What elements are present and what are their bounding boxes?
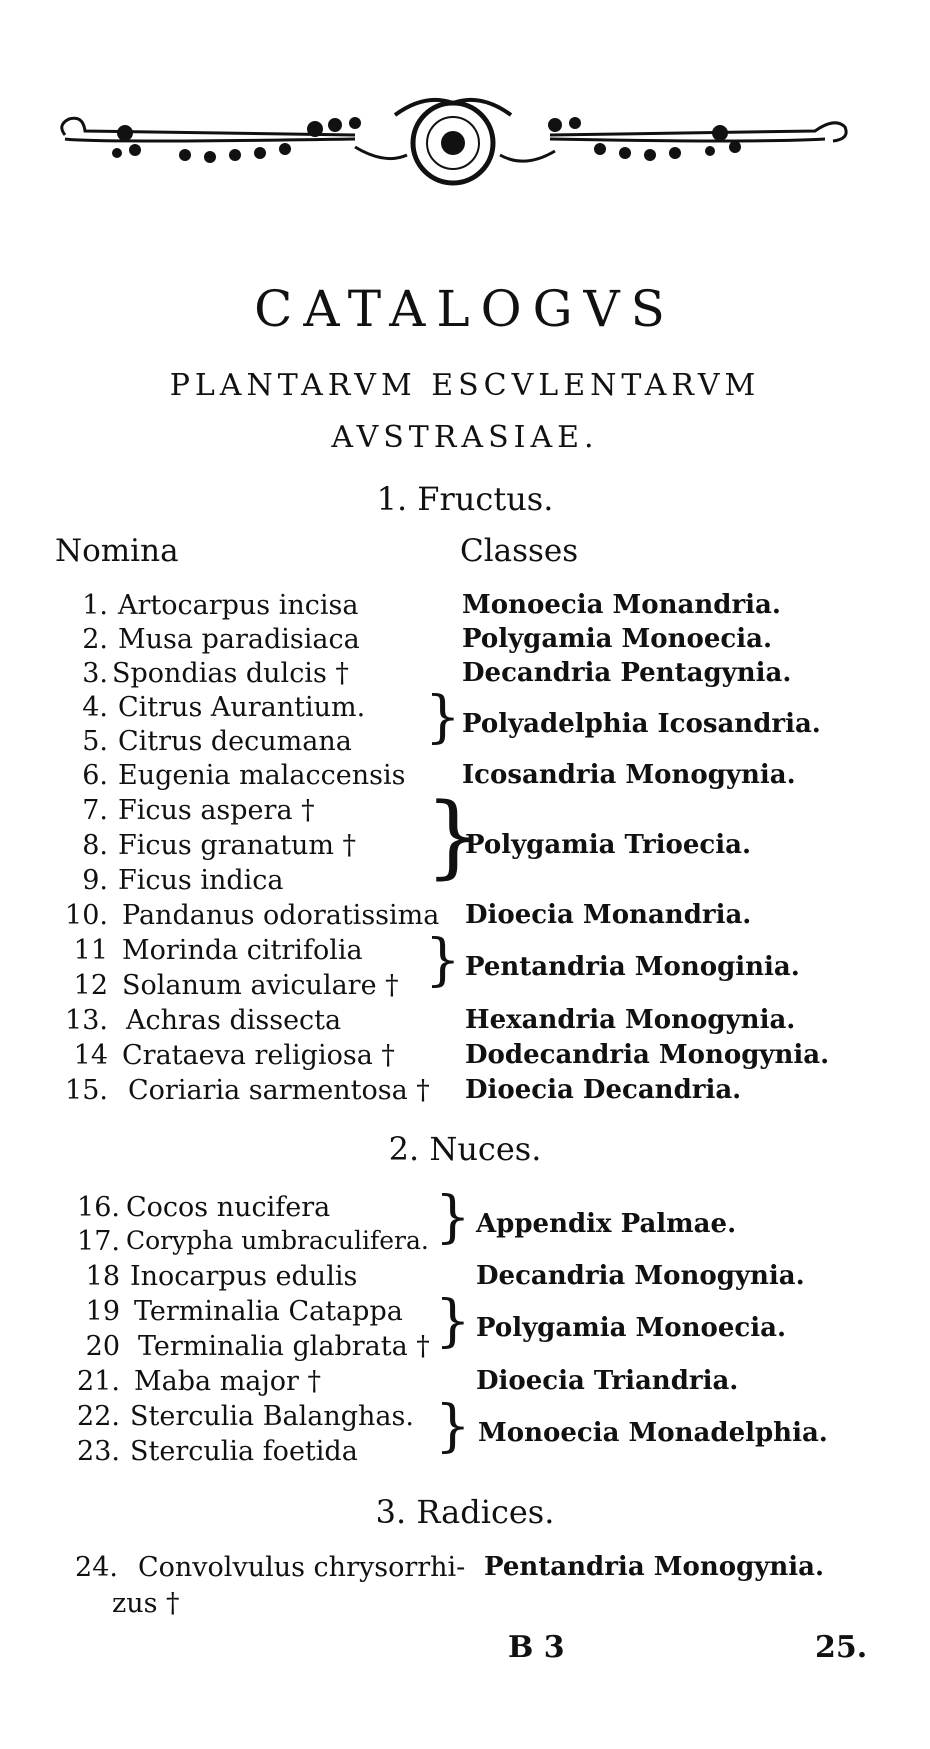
group-class: Polyadelphia Icosandria. xyxy=(462,709,821,739)
group-class: Appendix Palmae. xyxy=(476,1209,737,1239)
page-subtitle-region: AVSTRASIAE. xyxy=(331,420,599,455)
plant-name: Ficus indica xyxy=(118,865,284,896)
plant-name: Terminalia Catappa xyxy=(134,1296,403,1327)
list-item xyxy=(0,590,930,624)
row-number: 1. xyxy=(82,590,108,621)
brace-icon: } xyxy=(435,1394,471,1459)
plant-name: Terminalia glabrata † xyxy=(138,1331,430,1362)
row-number: 13. xyxy=(65,1005,108,1036)
row-number: 18 xyxy=(85,1261,120,1292)
plant-class: Dioecia Triandria. xyxy=(476,1366,739,1396)
page-subtitle: PLANTARVM ESCVLENTARVM xyxy=(169,368,761,403)
plant-class: Decandria Pentagynia. xyxy=(462,658,792,688)
plant-name: Coriaria sarmentosa † xyxy=(128,1075,430,1106)
plant-name: Spondias dulcis † xyxy=(112,658,349,689)
list-item xyxy=(0,1040,930,1074)
group-class: Monoecia Monadelphia. xyxy=(478,1418,828,1448)
row-number: 21. xyxy=(77,1366,120,1397)
plant-class: Polygamia Monoecia. xyxy=(462,624,773,654)
row-number: 14 xyxy=(73,1040,108,1071)
row-number: 20 xyxy=(85,1331,120,1362)
column-header-nomina: Nomina xyxy=(55,533,179,569)
plant-name: Crataeva religiosa † xyxy=(122,1040,395,1071)
row-number: 12 xyxy=(73,970,108,1001)
plant-name: Citrus decumana xyxy=(118,726,352,757)
brace-icon: } xyxy=(425,928,461,993)
page-title: CATALOGVS xyxy=(254,280,676,338)
row-number: 8. xyxy=(82,830,108,861)
plant-class: Hexandria Monogynia. xyxy=(465,1005,796,1035)
plant-name: Ficus aspera † xyxy=(118,795,315,826)
plant-class: Icosandria Monogynia. xyxy=(462,760,796,790)
row-number: 17. xyxy=(77,1226,120,1257)
row-number: 16. xyxy=(77,1192,120,1223)
plant-name: Morinda citrifolia xyxy=(122,935,363,966)
row-number: 4. xyxy=(82,692,108,723)
plant-name: Pandanus odoratissima xyxy=(122,900,440,931)
row-number: 7. xyxy=(82,795,108,826)
plant-name: Cocos nucifera xyxy=(126,1192,331,1223)
section-heading-fructus: 1. Fructus. xyxy=(376,480,554,518)
row-number: 10. xyxy=(65,900,108,931)
row-number: 15. xyxy=(65,1075,108,1106)
row-number: 6. xyxy=(82,760,108,791)
group-class: Polygamia Monoecia. xyxy=(476,1313,787,1343)
plant-name: Sterculia foetida xyxy=(130,1436,358,1467)
plant-class: Decandria Monogynia. xyxy=(476,1261,805,1291)
row-number: 23. xyxy=(77,1436,120,1467)
column-header-classes: Classes xyxy=(460,533,579,569)
plant-class: Dioecia Monandria. xyxy=(465,900,752,930)
section-heading-nuces: 2. Nuces. xyxy=(388,1130,542,1168)
group-class: Polygamia Trioecia. xyxy=(465,830,752,860)
plant-name: Inocarpus edulis xyxy=(130,1261,358,1292)
brace-icon: } xyxy=(425,685,461,750)
row-number: 5. xyxy=(82,726,108,757)
section-heading-radices: 3. Radices. xyxy=(375,1493,555,1531)
plant-name: Musa paradisiaca xyxy=(118,624,360,655)
plant-name: Eugenia malaccensis xyxy=(118,760,406,791)
row-number: 2. xyxy=(82,624,108,655)
plant-name: Achras dissecta xyxy=(126,1005,342,1036)
plant-class: Pentandria Monogynia. xyxy=(484,1552,825,1582)
row-number: 9. xyxy=(82,865,108,896)
row-number: 3. xyxy=(82,658,108,689)
plant-class: Dodecandria Monogynia. xyxy=(465,1040,830,1070)
plant-name: Artocarpus incisa xyxy=(118,590,359,621)
brace-icon: } xyxy=(435,1185,471,1250)
list-item xyxy=(0,1552,930,1586)
group-class: Pentandria Monoginia. xyxy=(465,952,800,982)
list-item xyxy=(0,658,930,692)
plant-class: Monoecia Monandria. xyxy=(462,590,781,620)
plant-name-continuation: zus † xyxy=(112,1588,180,1619)
list-item xyxy=(0,624,930,658)
ornamental-header-icon xyxy=(55,95,850,205)
brace-icon: } xyxy=(425,784,483,889)
plant-name: Sterculia Balanghas. xyxy=(130,1401,414,1432)
plant-name: Maba major † xyxy=(134,1366,322,1397)
row-number: 22. xyxy=(77,1401,120,1432)
plant-name: Citrus Aurantium. xyxy=(118,692,366,723)
plant-name: Corypha umbraculifera. xyxy=(126,1226,429,1255)
plant-name: Ficus granatum † xyxy=(118,830,357,861)
row-number: 19 xyxy=(85,1296,120,1327)
list-item xyxy=(0,1075,930,1109)
plant-name: Convolvulus chrysorrhi- xyxy=(138,1552,466,1583)
printer-signature: B 3 xyxy=(508,1630,565,1665)
plant-name: Solanum aviculare † xyxy=(122,970,399,1001)
brace-icon: } xyxy=(435,1289,471,1354)
list-item xyxy=(0,900,930,934)
row-number: 11 xyxy=(73,935,108,966)
row-number: 24. xyxy=(75,1552,118,1583)
list-item xyxy=(0,1005,930,1039)
plant-class: Dioecia Decandria. xyxy=(465,1075,742,1105)
page-number: 25. xyxy=(815,1630,868,1665)
